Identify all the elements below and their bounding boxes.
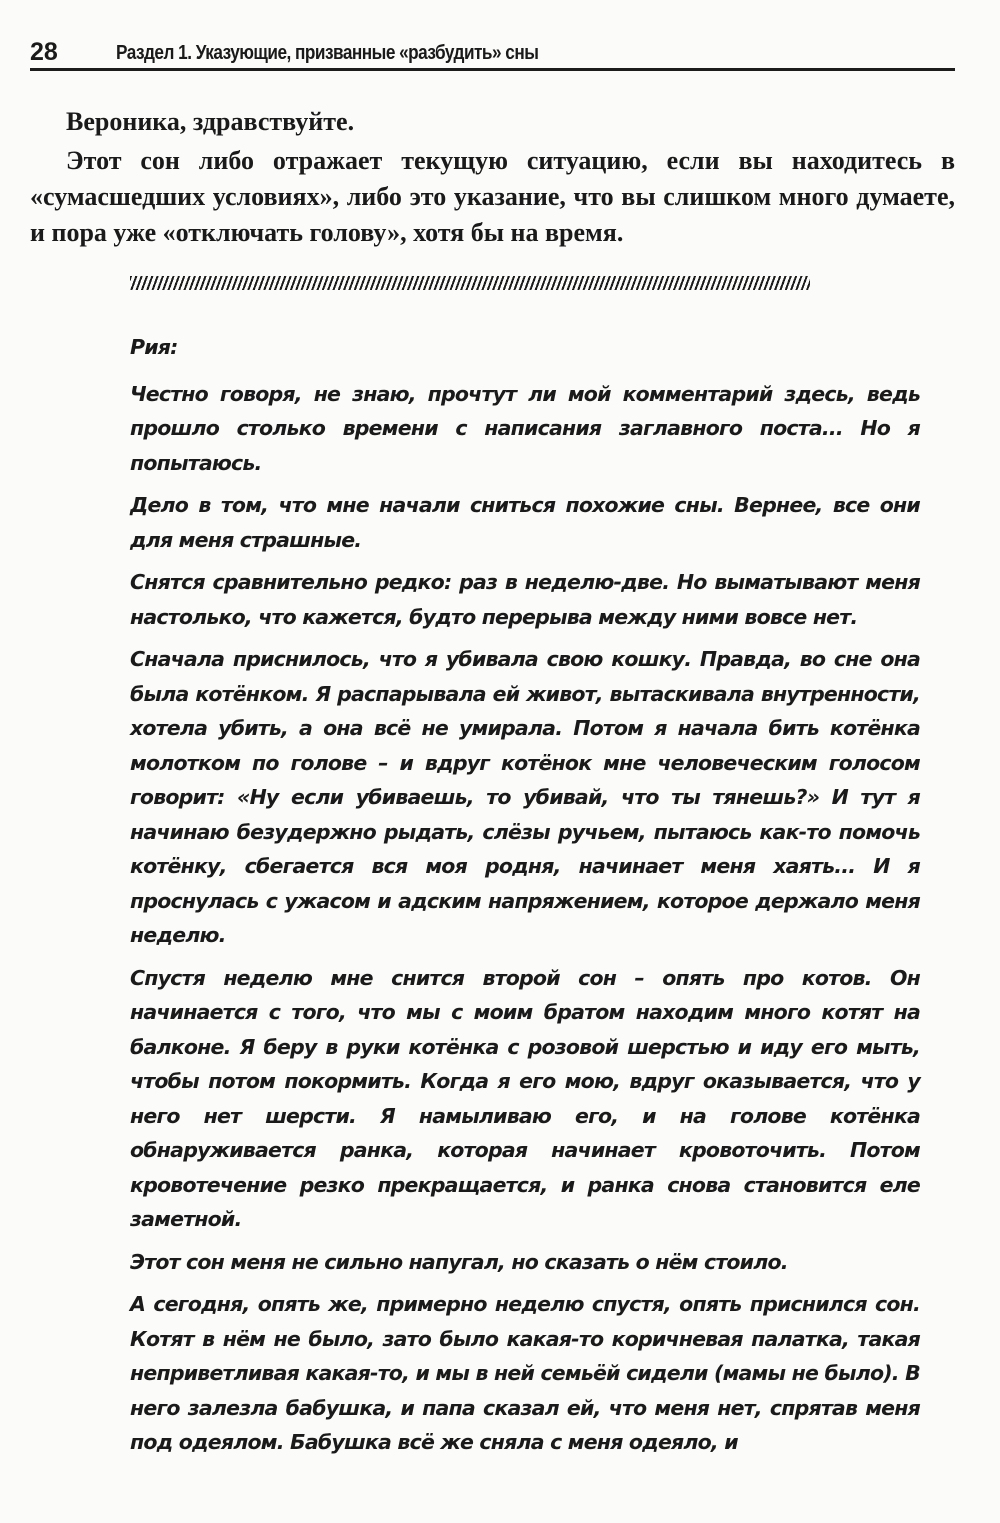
comment-paragraph: Сначала приснилось, что я убивала свою кошку. Правда, во сне она была котёнком. Я распарывала ей живот, вытаскивала внутренности, хотела убить, а она всё не умирала. Потом я начала бить котёнка молотком по голове – и вдруг котёнок мне человеческим голосом говорит: «Ну если убиваешь, то убивай, что ты тянешь?» И тут я начинаю безудержно рыдать, слёзы ручьем, пытаюсь как-то помочь котёнку, сбегается вся моя родня, начинает меня хаять... И я проснулась с ужасом и адским напряжением, которое держало меня неделю. [130,647,920,947]
comment-paragraph: Дело в том, что мне начали сниться похожие сны. Вернее, все они для меня страшные. [130,493,920,552]
comment-author: Рия: [130,335,178,359]
page-number: 28 [30,38,58,66]
comment-paragraph: Честно говоря, не знаю, прочтут ли мой комментарий здесь, ведь прошло столько времени с написания заглавного поста... Но я попытаюсь. [130,381,920,475]
section-divider [130,276,810,290]
comment-paragraph: А сегодня, опять же, примерно неделю спустя, опять приснился сон. Котят в нём не было, зато было какая-то коричневая палатка, такая неприветливая какая-то, и мы в ней семьёй сидели (мамы не было). В него залезла бабушка, и папа сказал ей, что меня нет, спрятав меня под одеялом. Бабушка всё же сняла с меня одеяло, и [130,1292,920,1454]
page-header [30,38,955,71]
answer-greeting: Вероника, здравствуйте. [66,107,355,136]
comment-paragraph: Этот сон меня не сильно напугал, но сказать о нём стоило. [130,1249,788,1274]
comment-paragraph: Спустя неделю мне снится второй сон – опять про котов. Он начинается с того, что мы с моим братом находим много котят на балконе. Я беру в руки котёнка с розовой шерстью и иду его мыть, чтобы потом покормить. Когда я его мою, вдруг оказывается, что у него нет шерсти. Я намыливаю его, и на голове котёнка обнаруживается ранка, которая начинает кровоточить. Потом кровотечение резко прекращается, и ранка снова становится еле заметной. [130,965,920,1231]
comment-paragraph: Снятся сравнительно редко: раз в неделю-две. Но выматывают меня настолько, что кажется, будто перерыва между ними вовсе нет. [130,570,920,629]
section-title: Раздел 1. Указующие, призванные «разбудить» сны [116,42,539,64]
answer-text: Этот сон либо отражает текущую ситуацию, если вы находитесь в «сумасшедших условиях», либо это указание, что вы слишком много думаете, и пора уже «отключать голову», хотя бы на время. [30,146,955,247]
author-answer [30,104,955,254]
reader-comment [130,330,920,1468]
